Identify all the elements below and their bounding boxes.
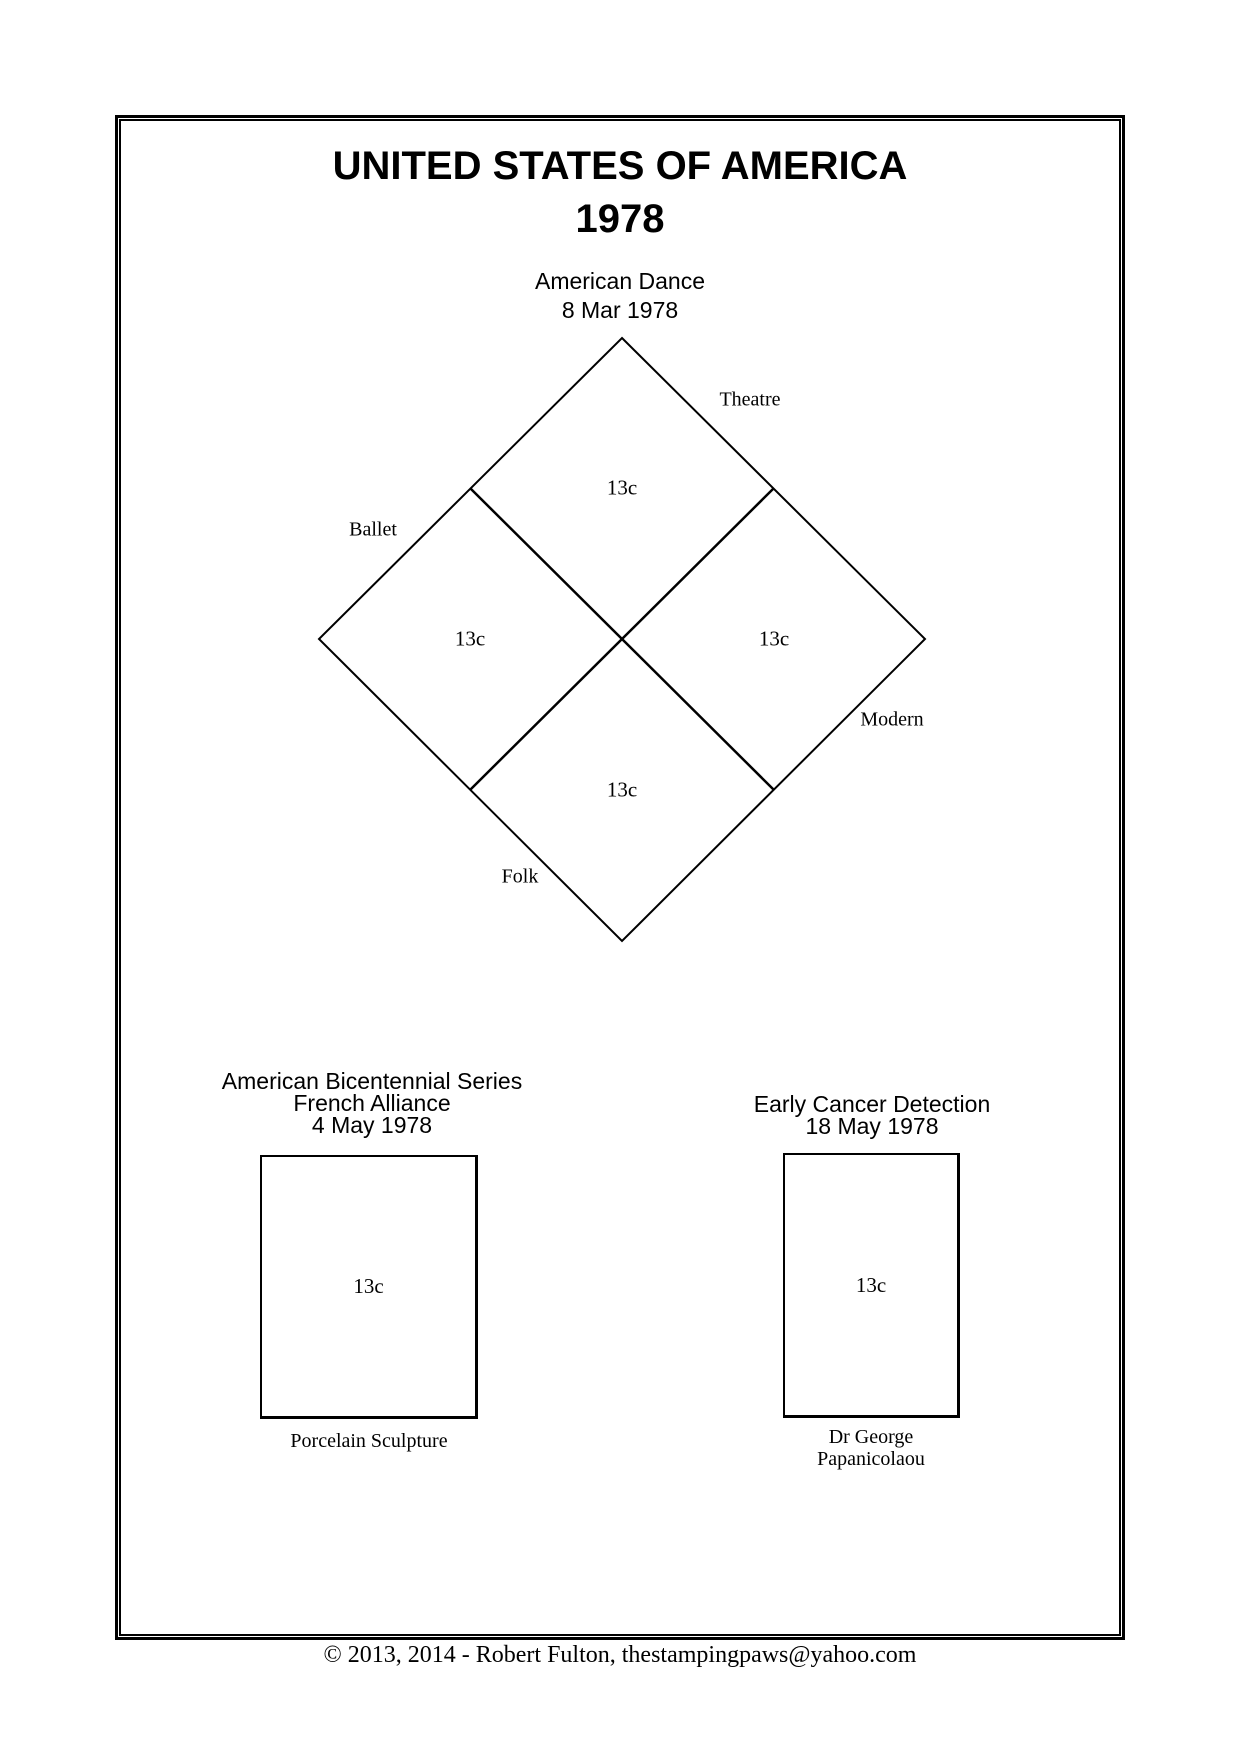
bicentennial-title: French Alliance (293, 1090, 451, 1116)
cancer-title: Early Cancer Detection (753, 1091, 991, 1117)
cancer-date: 18 May 1978 (805, 1113, 939, 1139)
bicentennial-stamp-box (260, 1155, 478, 1419)
stamp-label-theatre: Theatre (719, 388, 781, 411)
dance-set-title: American Dance (534, 268, 706, 294)
page-title-country: UNITED STATES OF AMERICA (332, 144, 908, 188)
bicentennial-date: 4 May 1978 (311, 1112, 433, 1138)
footer-copyright: © 2013, 2014 - Robert Fulton, thestampingpaws@yahoo.com (323, 1642, 917, 1668)
stamp-value-ballet: 13c (454, 626, 486, 651)
bicentennial-series: American Bicentennial Series (221, 1068, 523, 1094)
cancer-stamp-box (783, 1153, 960, 1418)
cancer-caption-line2: Papanicolaou (817, 1448, 925, 1470)
bicentennial-stamp-caption: Porcelain Sculpture (290, 1430, 448, 1452)
cancer-caption-line1: Dr George (828, 1426, 914, 1448)
stamp-label-folk: Folk (501, 865, 539, 888)
bicentennial-heading (222, 1070, 522, 1136)
stamp-value-folk: 13c (606, 777, 638, 802)
cancer-heading (754, 1093, 991, 1137)
bicentennial-stamp-value: 13c (353, 1274, 384, 1298)
cancer-stamp-caption (817, 1426, 925, 1470)
stamp-value-theatre: 13c (606, 475, 638, 500)
dance-set-date: 8 Mar 1978 (561, 297, 679, 323)
stamp-value-modern: 13c (758, 626, 790, 651)
stamp-label-modern: Modern (860, 708, 924, 731)
stamp-label-ballet: Ballet (349, 518, 397, 541)
page-title-year: 1978 (575, 197, 665, 241)
cancer-stamp-value: 13c (855, 1272, 887, 1297)
